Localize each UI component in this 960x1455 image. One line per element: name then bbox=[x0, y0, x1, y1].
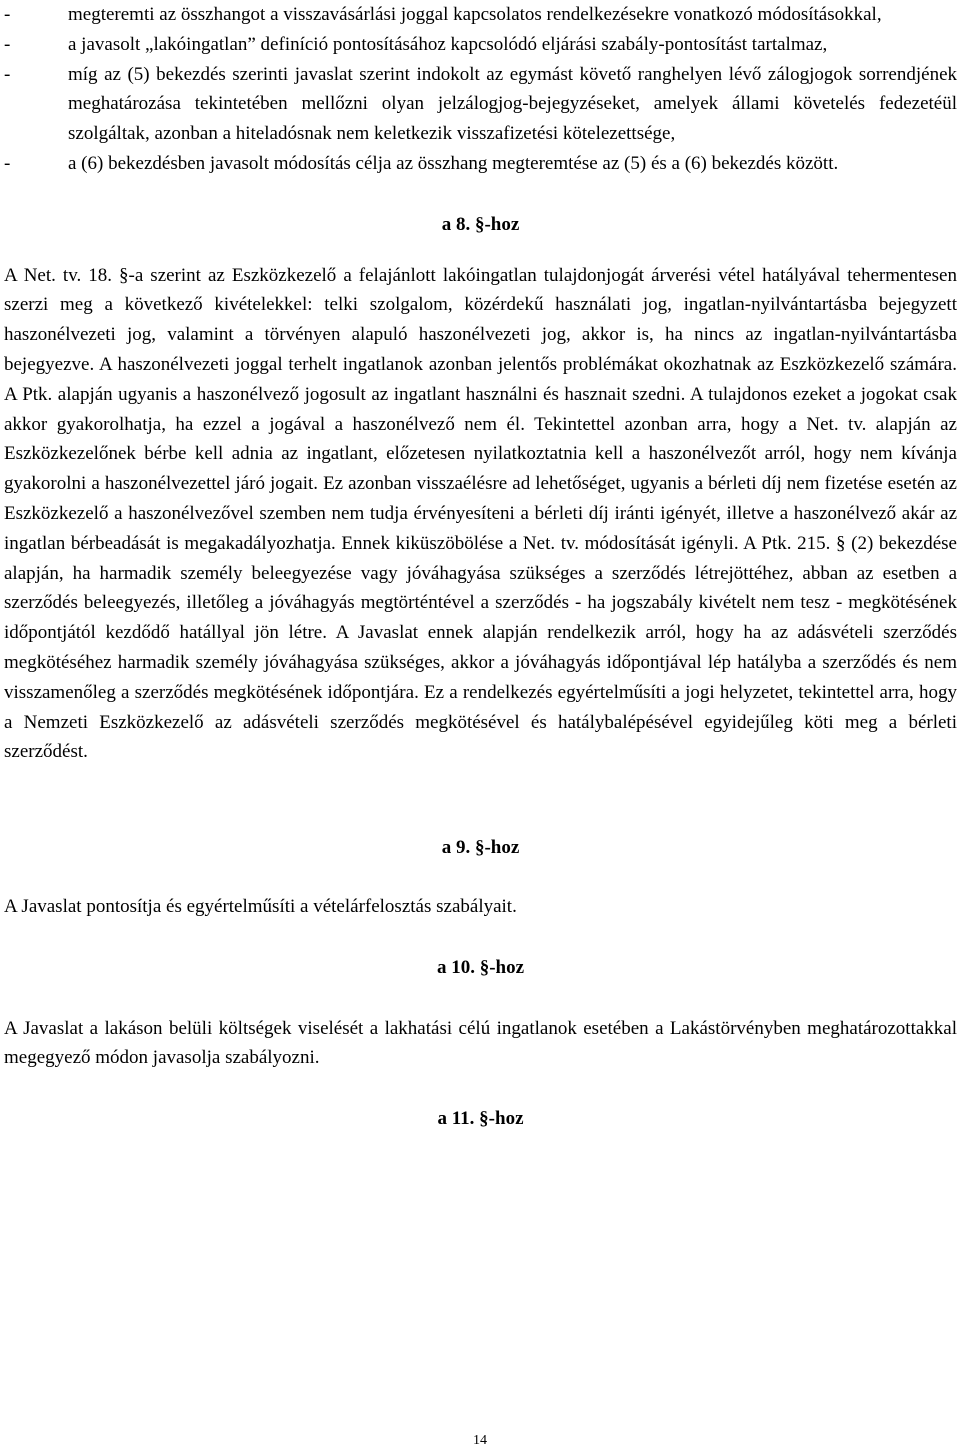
section-8-paragraph: A Net. tv. 18. §-a szerint az Eszközkezelő a felajánlott lakóingatlan tulajdonjogát árverési vétel hatályával tehermentesen szerzi meg a következő kivételekkel: telki szolgalom, közérdekű használati jog, ingatlan-nyilvántartásba bejegyzett haszonélvezeti jog, valamint a törvényen alapuló haszonélvezeti jog, akkor is, ha nincs az ingatlan-nyilvántartásba bejegyezve. A haszonélvezeti joggal terhelt ingatlanok azonban jelentős problémákat okozhatnak az Eszközkezelő számára. A Ptk. alapján ugyanis a haszonélvező jogosult az ingatlant használni és hasznait szedni. A tulajdonos ezeket a jogokat csak akkor gyakorolhatja, ha ezzel a jogával a haszonélvező nem él. Tekintettel azonban arra, hogy a Net. tv. alapján az Eszközkezelőnek bérbe kell adnia az ingatlant, előzetesen nyilatkoztatnia kell a haszonélvezőt arról, hogy nem kívánja gyakorolni a haszonélvezettel járó jogait. Ez azonban visszaélésre ad lehetőséget, ugyanis a bérleti díj nem fizetése esetén az Eszközkezelő a haszonélvezővel szemben nem tudja érvényesíteni a bérleti díj iránti igényét, illetve a haszonélvező akár az ingatlan bérbeadását is megakadályozhatja. Ennek kiküszöbölése a Net. tv. módosítását igényli. A Ptk. 215. § (2) bekezdése alapján, ha harmadik személy beleegyezése vagy jóváhagyása szükséges a szerződés létrejöttéhez, abban az esetben a szerződés beleegyezés, illetőleg a jóváhagyás megtörténtével a szerződés - ha jogszabály kivételt nem tesz - megkötésének időpontjától kezdődő hatállyal jön létre. A Javaslat ennek alapján rendelkezik arról, hogy ha az adásvételi szerződés megkötéséhez harmadik személy jóváhagyása szükséges, akkor a jóváhagyás időpontjával lép hatályba a szerződés és nem visszamenőleg a szerződés megkötésének időpontjára. Ez a rendelkezés egyértelműsíti a jogi helyzetet, tekintettel arra, hogy a Nemzeti Eszközkezelő az adásvételi szerződés megkötésével és hatálybalépésével egyidejűleg köti meg a bérleti szerződést. bbox=[4, 264, 957, 763]
section-heading-10: a 10. §-hoz bbox=[436, 956, 525, 978]
list-item bbox=[4, 30, 957, 60]
list-dash: - bbox=[4, 63, 11, 85]
list-item-text: megteremti az összhangot a visszavásárlási joggal kapcsolatos rendelkezésekre vonatkozó módosításokkal, bbox=[68, 4, 882, 25]
list-item-text: a (6) bekezdésben javasolt módosítás célja az összhang megteremtése az (5) és a (6) bekezdés között. bbox=[68, 152, 839, 174]
list-item bbox=[4, 60, 957, 149]
page-number: 14 bbox=[473, 1433, 487, 1448]
section-9-paragraph: A Javaslat pontosítja és egyértelműsíti a vételárfelosztás szabályait. bbox=[4, 895, 517, 917]
amendment-list bbox=[4, 0, 957, 179]
list-item-text: míg az (5) bekezdés szerinti javaslat szerint indokolt az egymást követő ranghelyen lévő zálogjogok sorrendjének meghatározása tekintetében mellőzni olyan jelzálogjog-bejegyzéseket, amelyek állami követelés fedezetéül szolgáltak, azonban a hiteladósnak nem keletkezik visszafizetési kötelezettsége, bbox=[68, 63, 957, 145]
list-dash: - bbox=[4, 4, 11, 25]
section-heading-11: a 11. §-hoz bbox=[437, 1108, 524, 1130]
page-content bbox=[4, 0, 957, 1134]
section-10-paragraph: A Javaslat a lakáson belüli költségek viselését a lakhatási célú ingatlanok esetében a Lakástörvényben meghatározottakkal megegyező módon javasolja szabályozni. bbox=[4, 1017, 957, 1069]
section-heading-9: a 9. §-hoz bbox=[441, 837, 520, 859]
list-dash: - bbox=[4, 152, 11, 174]
list-item-text: a javasolt „lakóingatlan” definíció pontosításához kapcsolódó eljárási szabály-pontosítást tartalmaz, bbox=[68, 33, 828, 55]
list-dash: - bbox=[4, 33, 11, 55]
section-heading-8: a 8. §-hoz bbox=[441, 213, 520, 235]
list-item bbox=[4, 0, 957, 30]
list-item bbox=[4, 149, 957, 179]
